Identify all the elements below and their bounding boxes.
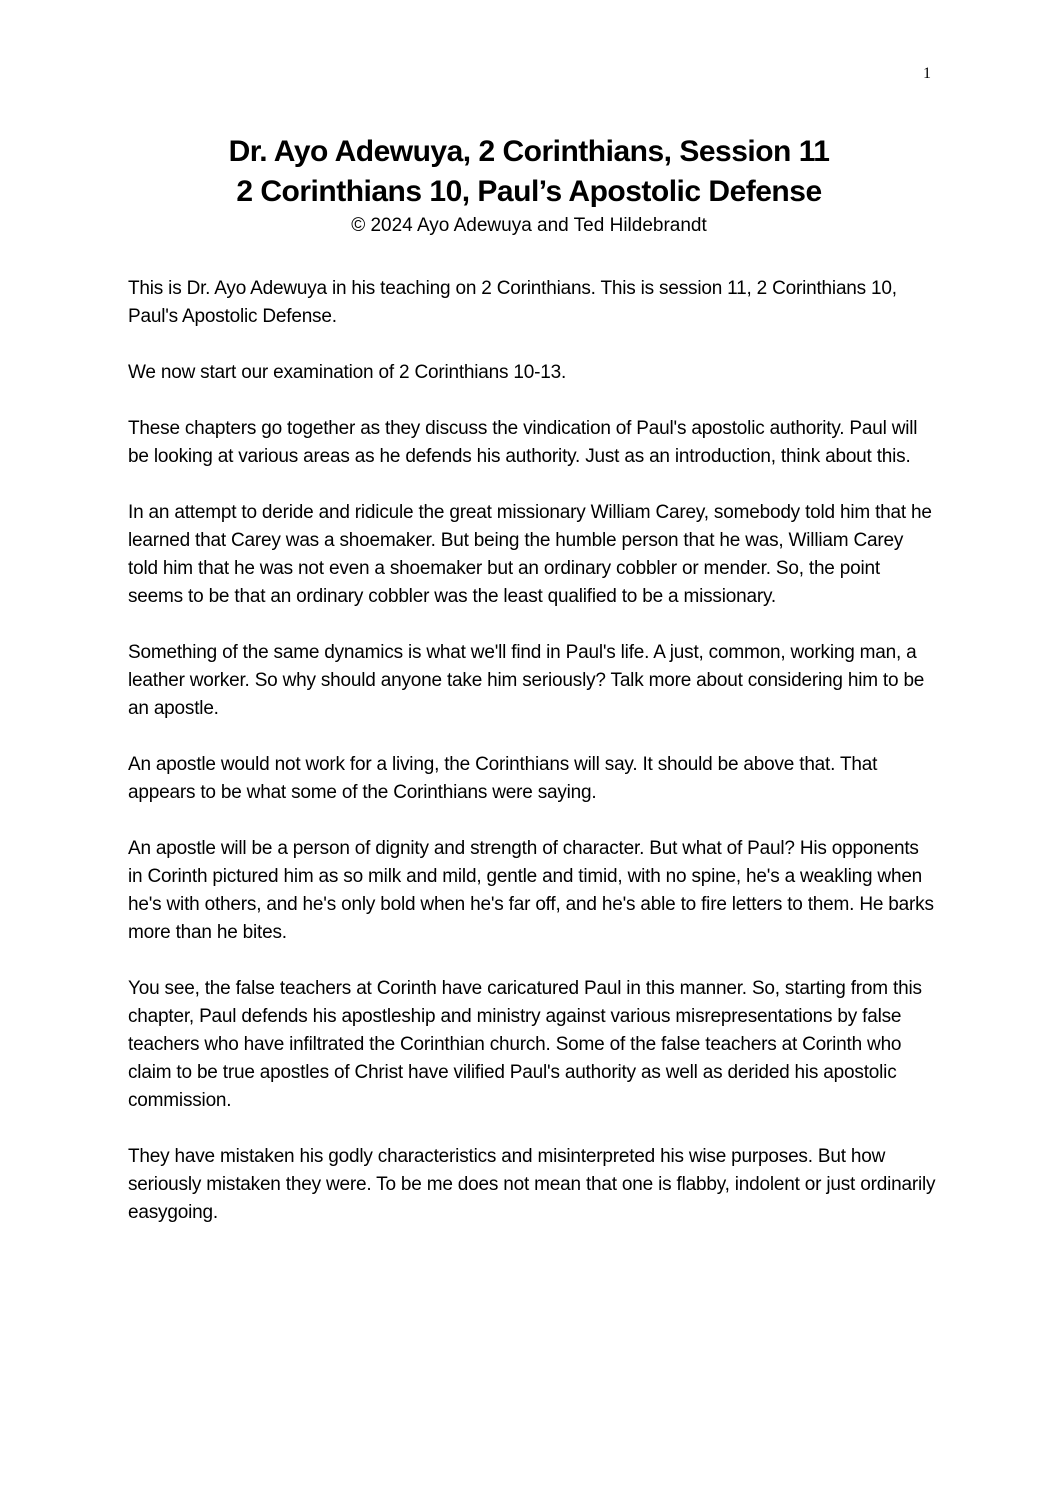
paragraph: These chapters go together as they discuss the vindication of Paul's apostolic authority. Paul will be looking at various areas as he defends his authority. Just as an introduction, think about this. xyxy=(128,418,918,467)
paragraph: An apostle would not work for a living, the Corinthians will say. It should be above that. That appears to be what some of the Corinthians were saying. xyxy=(128,754,878,803)
paragraph: They have mistaken his godly characteristics and misinterpreted his wise purposes. But how seriously mistaken they were. To be me does not mean that one is flabby, indolent or just ordinarily easygoing. xyxy=(128,1146,936,1223)
page-number: 1 xyxy=(923,65,931,82)
title-line-2: 2 Corinthians 10, Paul’s Apostolic Defense xyxy=(236,175,822,208)
paragraph: We now start our examination of 2 Corinthians 10-13. xyxy=(128,362,567,383)
paragraph: You see, the false teachers at Corinth have caricatured Paul in this manner. So, starting from this chapter, Paul defends his apostleship and ministry against various misrepresentations by false teachers who have infiltrated the Corinthian church. Some of the false teachers at Corinth who claim to be true apostles of Christ have vilified Paul's authority as well as derided his apostolic commission. xyxy=(128,978,922,1111)
paragraph: This is Dr. Ayo Adewuya in his teaching on 2 Corinthians. This is session 11, 2 Corinthians 10, Paul's Apostolic Defense. xyxy=(128,278,897,327)
paragraph: Something of the same dynamics is what we'll find in Paul's life. A just, common, working man, a leather worker. So why should anyone take him seriously? Talk more about considering him to be an apostle. xyxy=(128,642,925,719)
title-line-1: Dr. Ayo Adewuya, 2 Corinthians, Session 11 xyxy=(228,135,830,168)
paragraph: In an attempt to deride and ridicule the great missionary William Carey, somebody told him that he learned that Carey was a shoemaker. But being the humble person that he was, William Carey told him that he was not even a shoemaker but an ordinary cobbler or mender. So, the point seems to be that an ordinary cobbler was the least qualified to be a missionary. xyxy=(128,502,932,607)
document-header xyxy=(0,132,1058,238)
document-body xyxy=(128,275,936,1255)
copyright-line: © 2024 Ayo Adewuya and Ted Hildebrandt xyxy=(351,215,707,236)
paragraph: An apostle will be a person of dignity and strength of character. But what of Paul? His opponents in Corinth pictured him as so milk and mild, gentle and timid, with no spine, he's a weakling when he's with others, and he's only bold when he's far off, and he's able to fire letters to them. He barks more than he bites. xyxy=(128,838,934,943)
